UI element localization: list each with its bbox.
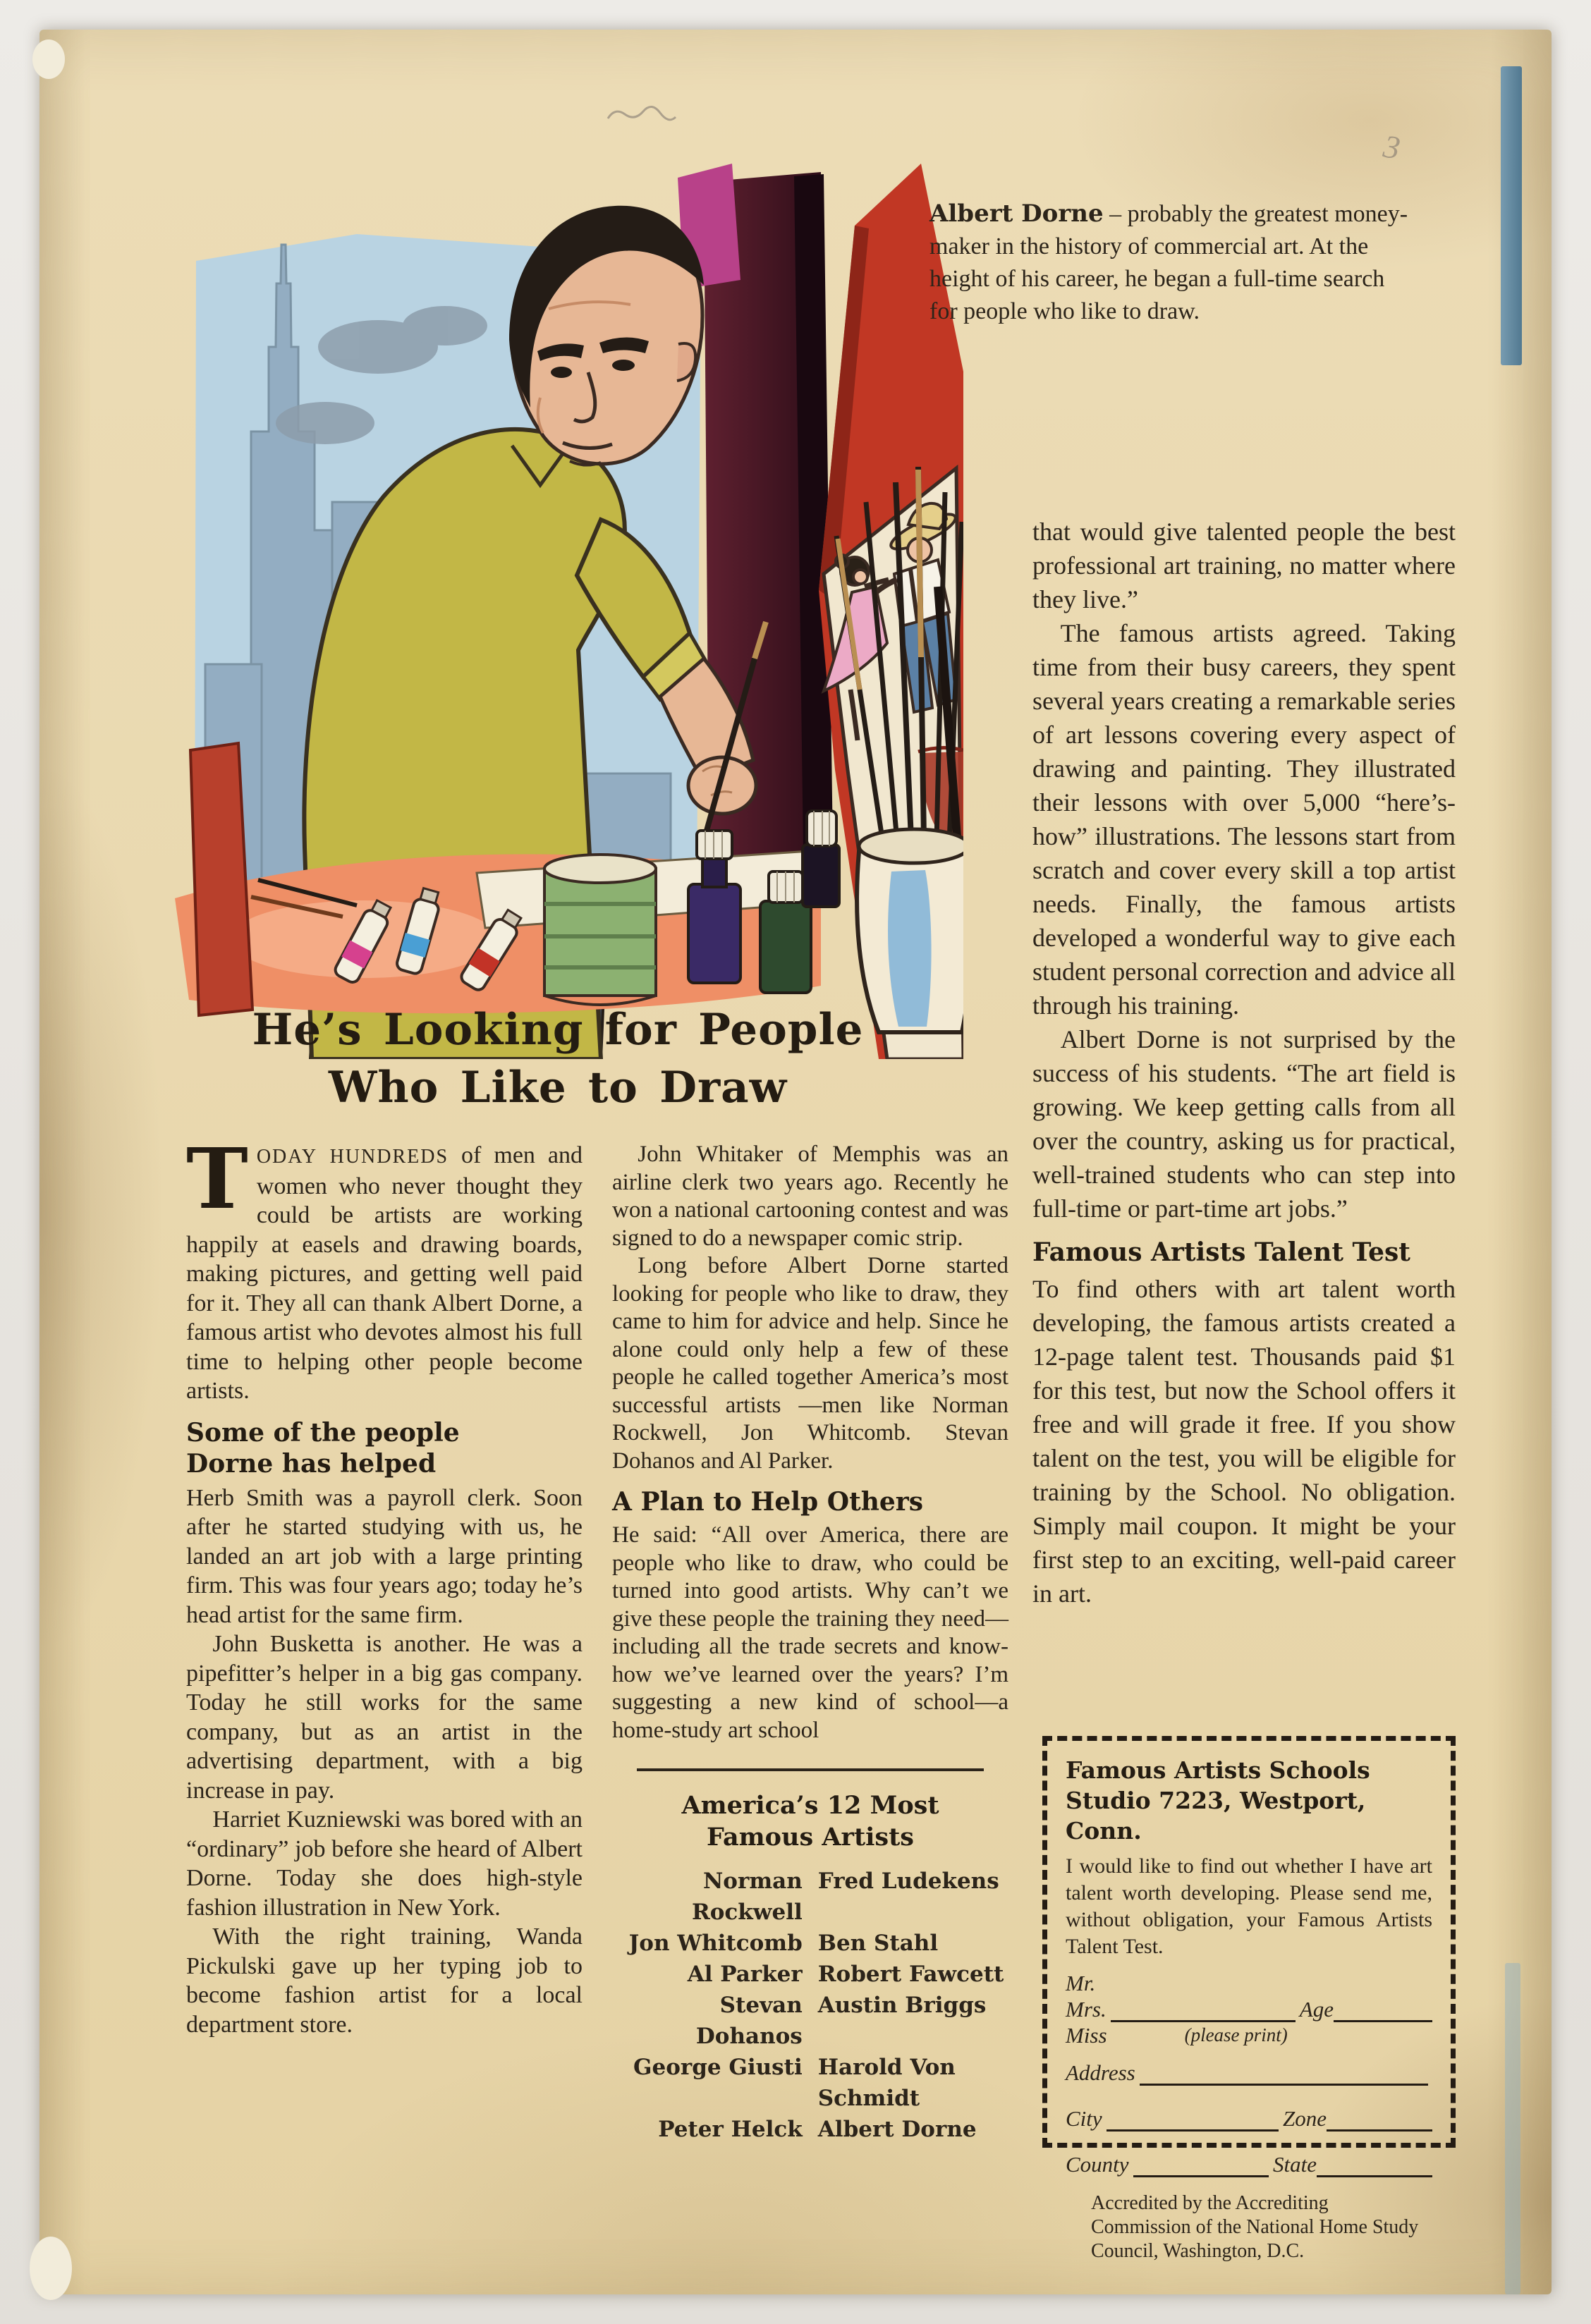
paint-cans bbox=[544, 855, 656, 1005]
zone-input-line bbox=[1327, 2108, 1432, 2132]
label-mrs: Mrs. bbox=[1066, 1997, 1107, 2022]
school-address: Studio 7223, Westport, Conn. bbox=[1066, 1787, 1366, 1845]
artist-name: Al Parker bbox=[687, 1962, 803, 1987]
headline bbox=[145, 1001, 970, 1117]
artist-name: Harold Von Schmidt bbox=[817, 2055, 956, 2111]
city-row bbox=[1066, 2105, 1432, 2132]
column-middle bbox=[612, 1141, 1008, 2145]
paragraph: John Busketta is another. He was a pipefitter’s helper in a big gas company. Today he still works for the same company, but as an artist in the advertising department, with a big increase in pay. bbox=[186, 1631, 583, 1804]
paragraph: that would give talented people the best professional art training, no matter where they live.” bbox=[1032, 518, 1456, 613]
heading-line: Some of the people bbox=[186, 1417, 460, 1448]
lead-text: of men and women who never thought they could be artists are working happily at easels and drawing boards, making pictures, and getting well paid for it. They all can thank Albert Dorne, a famous artist who devotes almost his full time to helping other people become artists. bbox=[186, 1142, 583, 1404]
famous-artists-list bbox=[612, 1866, 1008, 2145]
section-heading-people-helped bbox=[186, 1417, 583, 1479]
label-city: City bbox=[1066, 2106, 1102, 2131]
artist-row bbox=[612, 2052, 1008, 2114]
artist-row bbox=[612, 1928, 1008, 1959]
label-state: State bbox=[1273, 2152, 1317, 2177]
paragraph: With the right training, Wanda Pickulski gave up her typing job to become fashion artist for a local department store. bbox=[186, 1924, 583, 2038]
paragraph: Herb Smith was a payroll clerk. Soon after he started studying with us, he landed an art job with a large printing firm. This was four years ago; today he’s head artist for the same firm. bbox=[186, 1484, 583, 1628]
label-zone: Zone bbox=[1283, 2106, 1327, 2131]
label-age: Age bbox=[1299, 1997, 1334, 2022]
artist-row bbox=[612, 1990, 1008, 2052]
artist-name: Albert Dorne bbox=[817, 2117, 977, 2142]
county-input-line bbox=[1133, 2154, 1269, 2177]
artist-row bbox=[612, 2114, 1008, 2145]
artist-name: Austin Briggs bbox=[817, 1993, 987, 2018]
age-input-line bbox=[1334, 1999, 1432, 2022]
drop-cap: T bbox=[186, 1130, 248, 1228]
label-county: County bbox=[1066, 2152, 1129, 2177]
city-input-line bbox=[1107, 2108, 1279, 2132]
artist-name: Robert Fawcett bbox=[817, 1962, 1004, 1987]
worn-corner bbox=[30, 2237, 72, 2300]
paragraph: Long before Albert Dorne started looking for people who like to draw, they came to him for advice and help. Since he alone could only help a few of these people he called together America’s most successful artists —men like Norman Rockwell, Jon Whitcomb. Stevan Dohanos and Al Parker. bbox=[612, 1253, 1008, 1474]
state-input-line bbox=[1317, 2154, 1432, 2177]
headline-line2: Who Like to Draw bbox=[328, 1063, 788, 1113]
label-miss: Miss bbox=[1066, 2023, 1107, 2048]
paragraph: To find others with art talent worth developing, the famous artists created a 12-page talent test. Thousands paid $1 for this test, but now the School offers it free and will grade it free. If you show talent on the test, you will be eligible for training by the School. No obligation. Simply mail coupon. It might be your first step to an exciting, well-paid career in art. bbox=[1032, 1275, 1456, 1608]
artist-name: Ben Stahl bbox=[817, 1931, 939, 1956]
artist-row bbox=[612, 1959, 1008, 1990]
column-left bbox=[186, 1130, 583, 2039]
title-line: America’s 12 Most bbox=[681, 1791, 939, 1820]
school-name: Famous Artists Schools bbox=[1066, 1756, 1370, 1784]
worn-corner bbox=[32, 39, 65, 79]
accreditation-note: Accredited by the Accrediting Commission of the National Home Study Council, Washington, D.C. bbox=[1091, 2192, 1419, 2262]
adjacent-cover-edge bbox=[1501, 66, 1522, 365]
salutation-row-mrs bbox=[1066, 1996, 1432, 2022]
address-row bbox=[1066, 2060, 1432, 2086]
paragraph: The famous artists agreed. Taking time from their busy careers, they spent several years creating a remarkable series of art lessons covering every aspect of drawing and painting. They illustrated their lessons with over 5,000 “here’s-how” illustrations. The lessons start from scratch and cover every skill a top artist needs. Finally, the famous artists developed a wonderful way to give each student personal correction and advice all through his training. bbox=[1032, 619, 1456, 1020]
salutation-row-mr bbox=[1066, 1970, 1432, 1996]
dorne-illustration bbox=[145, 135, 963, 1059]
famous-artists-title bbox=[612, 1790, 1008, 1853]
artist-name: Jon Whitcomb bbox=[628, 1931, 803, 1956]
artist-name: Norman Rockwell bbox=[691, 1869, 803, 1925]
title-line: Famous Artists bbox=[707, 1823, 914, 1852]
section-heading-talent-test: Famous Artists Talent Test bbox=[1032, 1237, 1410, 1267]
column-right bbox=[1032, 515, 1456, 1610]
artist-row bbox=[612, 1866, 1008, 1928]
paragraph: Harriet Kuzniewski was bored with an “ordinary” job before she heard of Albert Dorne. Today she does high-style fashion illustration in New York. bbox=[186, 1806, 583, 1921]
headline-line1: He’s Looking for People bbox=[252, 1005, 864, 1055]
pencil-scribble bbox=[604, 97, 688, 130]
salutation-row-miss bbox=[1066, 2022, 1432, 2048]
artist-name: George Giusti bbox=[633, 2055, 803, 2080]
please-print-note: (please print) bbox=[1184, 2024, 1288, 2045]
caption-text: – probably the greatest money-maker in the history of commercial art. At the height of his career, he began a full-time search for people who like to draw. bbox=[929, 201, 1408, 324]
coupon-address-heading bbox=[1066, 1755, 1432, 1846]
artist-name: Peter Helck bbox=[658, 2117, 803, 2142]
label-address: Address bbox=[1066, 2060, 1135, 2085]
heading-line: Dorne has helped bbox=[186, 1448, 437, 1479]
paragraph: Albert Dorne is not surprised by the success of his students. “The art field is growing. We keep getting calls from all over the country, asking us for practical, well-trained students who can step into full-time or part-time art jobs.” bbox=[1032, 1025, 1456, 1223]
paragraph: He said: “All over America, there are people who like to draw, who could be turned into good artists. Why can’t we give these people the training they need—including all the trade secrets and know-how we’ve learned over the years? I’m suggesting a new kind of school—a home-study art school bbox=[612, 1522, 1008, 1743]
photo-caption bbox=[929, 197, 1416, 328]
artist-name: Fred Ludekens bbox=[817, 1869, 999, 1894]
paragraph: John Whitaker of Memphis was an airline clerk two years ago. Recently he won a national cartooning contest and was signed to do a newspaper comic strip. bbox=[612, 1142, 1008, 1251]
name-input-line bbox=[1111, 1999, 1296, 2022]
mail-in-coupon bbox=[1042, 1736, 1456, 2262]
caption-name: Albert Dorne bbox=[929, 200, 1104, 228]
county-row bbox=[1066, 2151, 1432, 2177]
handwritten-mark: 3 bbox=[1381, 128, 1403, 166]
dorne-illustration-art bbox=[145, 135, 963, 1059]
magazine-page bbox=[39, 30, 1552, 2294]
lead-paragraph bbox=[186, 1130, 583, 1406]
lead-smallcaps: ODAY HUNDREDS bbox=[256, 1146, 449, 1168]
divider-rule bbox=[637, 1768, 984, 1771]
coupon-request-text: I would like to find out whether I have art talent worth developing. Please send me, without obligation, your Famous Artists Talent Test. bbox=[1066, 1854, 1432, 1958]
adjacent-cover-edge-lower bbox=[1505, 1963, 1520, 2294]
label-mr: Mr. bbox=[1066, 1971, 1096, 1995]
artist-name: Stevan Dohanos bbox=[695, 1993, 803, 2049]
section-heading-plan: A Plan to Help Others bbox=[612, 1487, 924, 1517]
address-input-line bbox=[1140, 2062, 1428, 2086]
